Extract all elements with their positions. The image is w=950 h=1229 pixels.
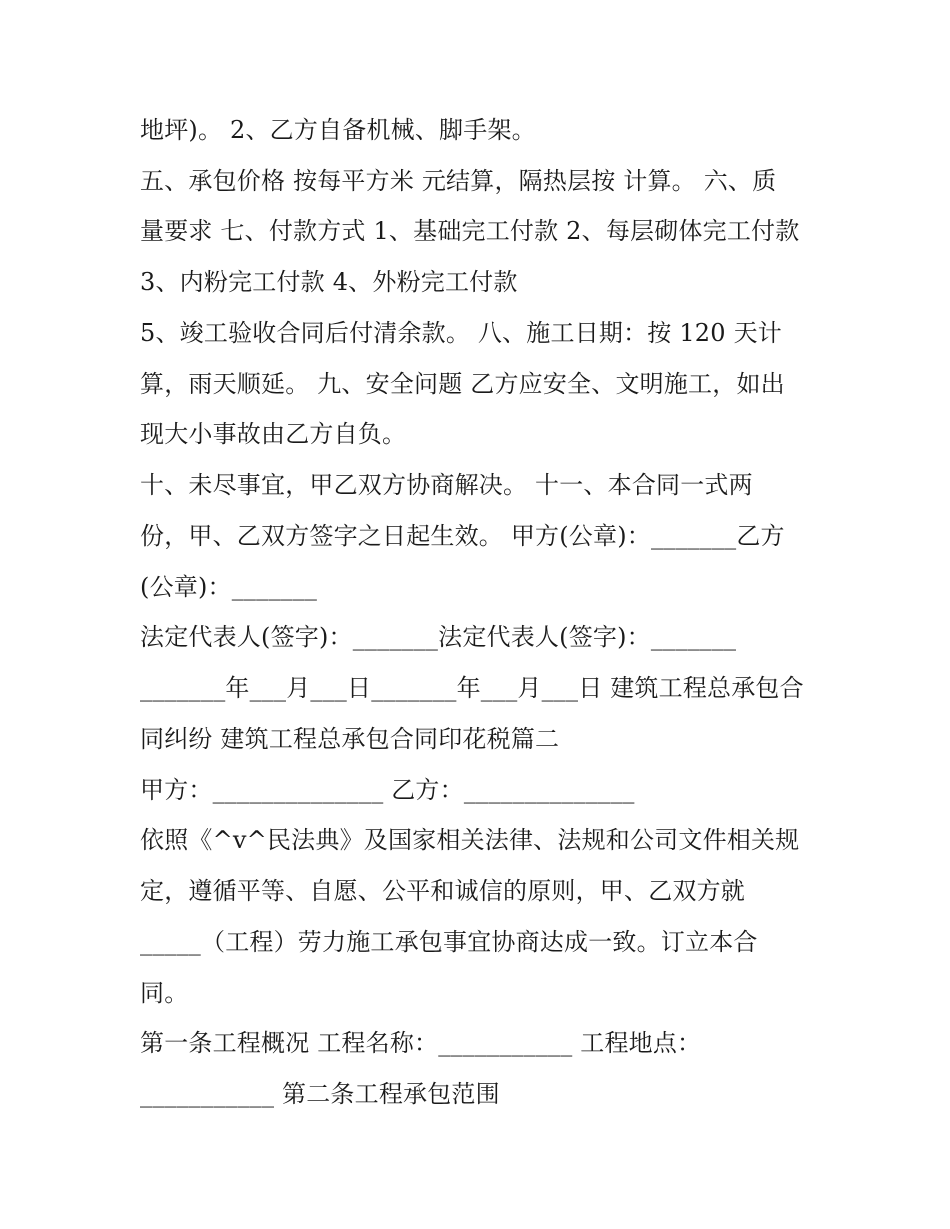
text-line: (公章)：_______ [140,573,318,601]
text-line: _______年___月___日_______年___月___日 建筑工程总承包合 [140,674,804,702]
text-line: 同。 [140,979,189,1007]
text-line: 第一条工程概况 工程名称：___________ 工程地点： [140,1029,702,1057]
text-line: 十、未尽事宜，甲乙双方协商解决。 十一、本合同一式两 [140,471,753,499]
text-line: 地坪)。 2、乙方自备机械、脚手架。 [140,116,536,144]
text-line: 量要求 七、付款方式 1、基础完工付款 2、每层砌体完工付款 [140,217,800,245]
text-line: 定，遵循平等、自愿、公平和诚信的原则，甲、乙双方就 [140,877,745,905]
text-line: 份，甲、乙双方签字之日起生效。 甲方(公章)：_______乙方 [140,522,785,550]
text-line: 法定代表人(签字)：_______法定代表人(签字)：_______ [140,623,737,651]
text-line: _____（工程）劳力施工承包事宜协商达成一致。订立本合 [140,928,758,956]
text-line: 依照《^v^民法典》及国家相关法律、法规和公司文件相关规 [140,826,800,854]
text-line: 5、竣工验收合同后付清余款。 八、施工日期：按 120 天计 [140,319,782,347]
text-line: 五、承包价格 按每平方米 元结算，隔热层按 计算。 六、质 [140,167,777,195]
text-line: 同纠纷 建筑工程总承包合同印花税篇二 [140,725,560,753]
text-line: 算，雨天顺延。 九、安全问题 乙方应安全、文明施工，如出 [140,370,785,398]
text-line: 3、内粉完工付款 4、外粉完工付款 [140,268,518,296]
text-line: 现大小事故由乙方自负。 [140,420,407,448]
text-line: ___________ 第二条工程承包范围 [140,1080,500,1108]
text-line: 甲方：______________ 乙方：______________ [140,776,635,804]
